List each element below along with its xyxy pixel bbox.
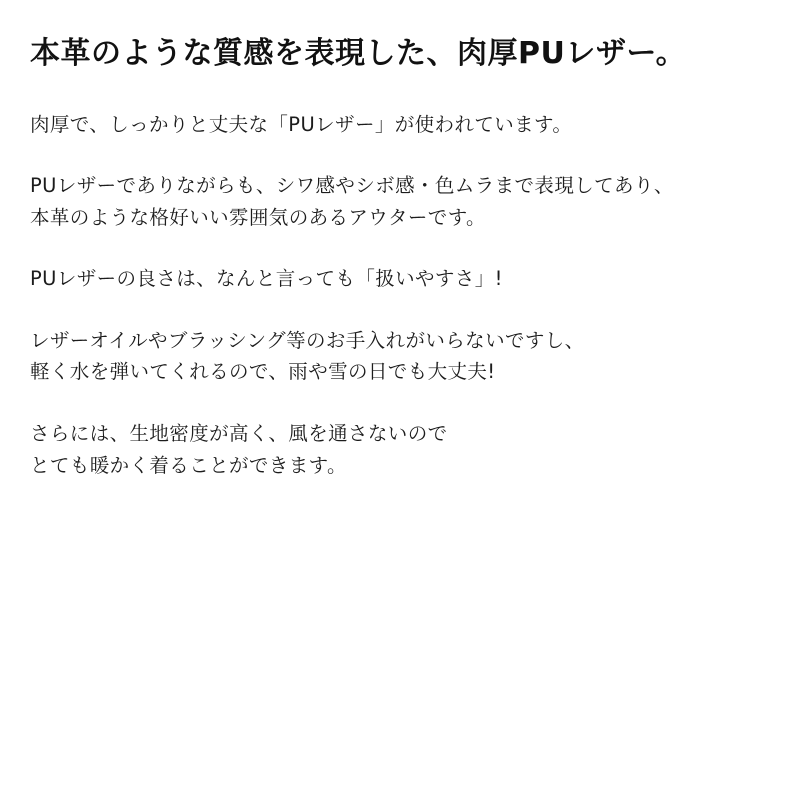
- paragraph-4: [30, 325, 770, 388]
- paragraph-2-line-2: 本革のような格好いい雰囲気のあるアウターです。: [30, 205, 486, 229]
- paragraph-5: [30, 418, 770, 481]
- paragraph-2: [30, 170, 770, 233]
- paragraph-5-line-1: さらには、生地密度が高く、風を通さないので: [30, 421, 448, 445]
- paragraph-2-line-1: PUレザーでありながらも、シワ感やシボ感・色ムラまで表現してあり、: [30, 174, 674, 198]
- page-title: 本革のような質感を表現した、肉厚PUレザー。: [30, 36, 687, 71]
- paragraph-4-line-2: 軽く水を弾いてくれるので、雨や雪の日でも大丈夫!: [30, 360, 496, 384]
- paragraph-1-line-1: 肉厚で、しっかりと丈夫な「PUレザー」が使われています。: [30, 112, 573, 136]
- paragraph-3: [30, 263, 770, 295]
- paragraph-5-line-2: とても暖かく着ることができます。: [30, 453, 347, 477]
- paragraph-4-line-1: レザーオイルやブラッシング等のお手入れがいらないですし、: [30, 328, 585, 352]
- paragraph-3-line-1: PUレザーの良さは、なんと言っても「扱いやすさ」!: [30, 267, 503, 291]
- paragraph-1: [30, 109, 770, 141]
